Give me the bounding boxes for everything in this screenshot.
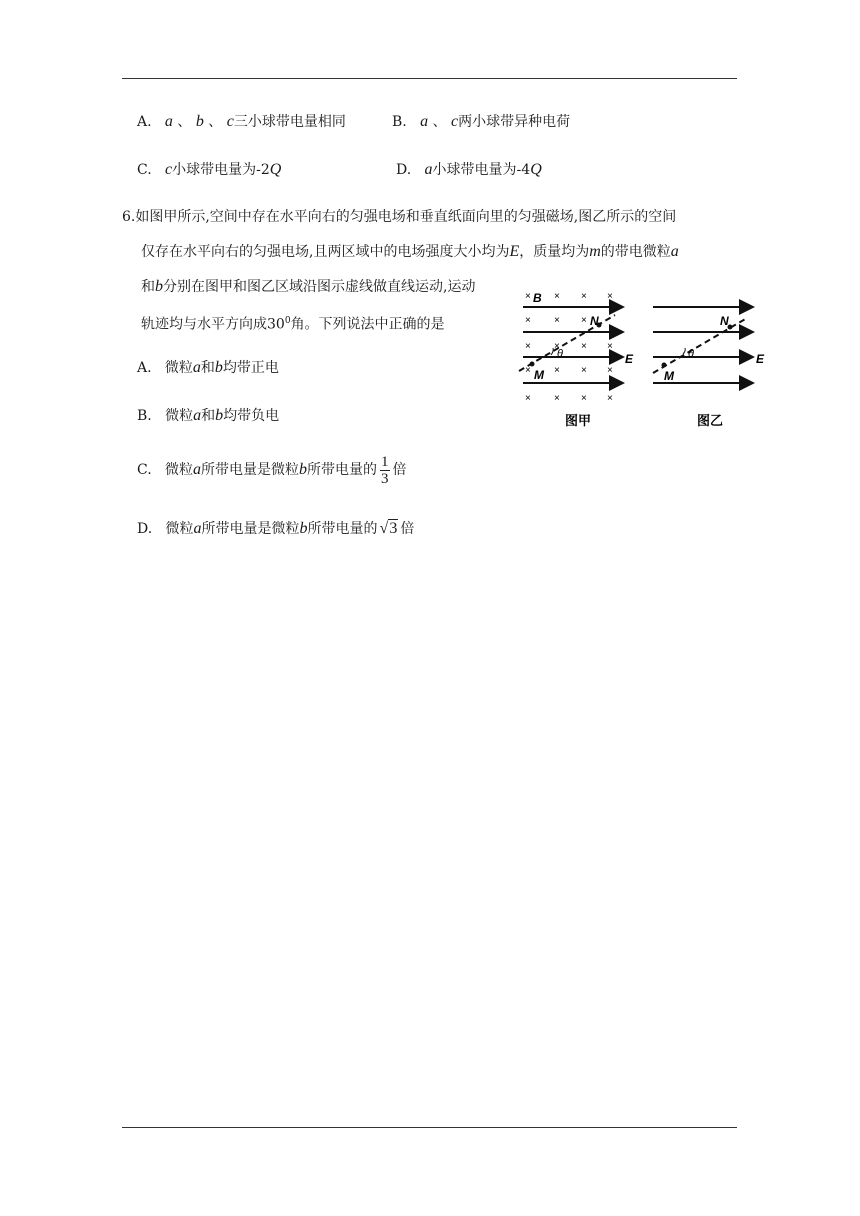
cross-mark: × [607,365,613,376]
cross-mark: × [554,393,560,404]
q5-option-c: C. c小球带电量为-2Q [137,161,282,178]
figure-yi [653,307,765,428]
cross-mark: × [554,315,560,326]
label-theta: θ [688,348,694,360]
sqrt-three: √3 [379,520,398,537]
q6-stem-line4: 轨迹均与水平方向成$30^0$角。下列说法中正确的是 [141,316,445,333]
cross-mark: × [581,291,587,302]
q6-option-a: A. 微粒a和b均带正电 [137,359,279,376]
figure-diagrams [515,285,775,430]
label-theta: θ [557,348,563,360]
cross-mark: × [607,341,613,352]
q5-option-b: B. a 、 c两小球带异种电荷 [392,113,571,130]
fraction-one-third: $\frac{1}{3}$ [381,453,389,487]
label-n: N [720,314,729,328]
q5-option-d: D. a小球带电量为-4Q [396,161,542,178]
cross-mark: × [554,341,560,352]
cross-mark: × [525,315,531,326]
angle-arc [683,348,685,354]
point-m [530,362,535,367]
cross-mark: × [607,291,613,302]
bottom-rule [122,1127,737,1128]
cross-mark: × [581,315,587,326]
label-m: M [664,369,674,383]
top-rule [122,78,737,79]
cross-mark: × [554,365,560,376]
q6-stem-line2: 仅存在水平向右的匀强电场,且两区域中的电场强度大小均为E，质量均为m的带电微粒a [141,243,679,260]
q6-option-b: B. 微粒a和b均带负电 [137,407,280,424]
cross-mark: × [581,341,587,352]
cross-mark: × [581,393,587,404]
caption-jia: 图甲 [565,413,592,428]
q6-option-c: C. 微粒a所带电量是微粒b所带电量的 $\frac{1}{3}$ 倍 [137,453,407,487]
q6-stem-line1: 6.如图甲所示,空间中存在水平向右的匀强电场和垂直纸面向里的匀强磁场,图乙所示的空间 [122,209,677,225]
point-m [662,363,667,368]
angle-arc [551,348,553,355]
label-m: M [534,368,544,382]
cross-mark: × [607,393,613,404]
cross-mark: × [525,341,531,352]
cross-mark: × [525,393,531,404]
label-e: E [756,352,765,366]
cross-mark: × [525,365,531,376]
cross-mark: × [581,365,587,376]
figure-jia [519,291,634,428]
label-n: N [590,314,599,328]
cross-mark: × [525,291,531,302]
q6-stem-line3: 和b分别在图甲和图乙区域沿图示虚线做直线运动,运动 [141,278,476,295]
trajectory-dashed [653,318,747,373]
q6-option-d: D. 微粒a所带电量是微粒b所带电量的 √3 倍 [137,520,415,537]
caption-yi: 图乙 [697,413,724,428]
q5-option-a: A. a 、 b 、 c三小球带电量相同 [137,113,346,130]
label-e: E [625,352,634,366]
cross-mark: × [554,291,560,302]
label-b: B [533,291,542,305]
